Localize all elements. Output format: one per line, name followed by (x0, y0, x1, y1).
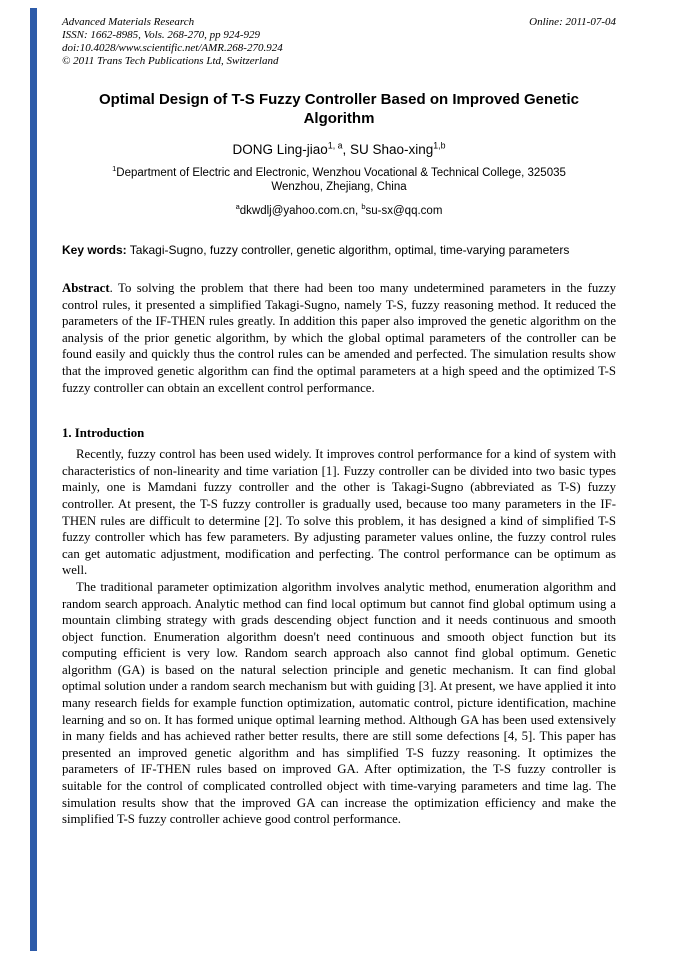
intro-paragraph-2: The traditional parameter optimization algorithm involves analytic method, enumeration algorithm and random search approach. Analytic method can find local optimum but cannot find global optimum using a mountain climbing strategy with grads descending object function and it needs continuous and smooth object function. Enumeration algorithm doesn't need continuous and smooth object function but its computing efficient is very low. Random search approach also cannot find global optimum. Genetic algorithm (GA) is based on the natural selection principle and genetic mechanism. It can find global optimal solution under a random search mechanism but with guiding [3]. At present, we have applied it into many research fields for example function optimization, automatic control, picture identification, machine learning and so on. It has formed unique optimal learning method. Although GA has been used extensively in many fields and has achieved rather better results, there are still some defections [4, 5]. This paper has presented an improved genetic algorithm and has simplified T-S fuzzy reasoning. It optimizes the parameters of IF-THEN rules based on improved GA. After optimization, the T-S fuzzy controller is suitable for the control of complicated controlled object with time-varying parameters and time lag. The simulation results show that the improved GA can increase the optimization efficiency and make the simplified T-S fuzzy controller achieve good control performance. (62, 579, 616, 827)
online-date: Online: 2011-07-04 (529, 16, 616, 28)
author-2-name: SU Shao-xing (349, 142, 434, 157)
copyright-line: © 2011 Trans Tech Publications Ltd, Switzerland (62, 55, 279, 67)
author-2-superscript: 1,b (433, 140, 446, 151)
authors-line (62, 142, 616, 157)
emails-separator: , (354, 205, 362, 217)
page-content (62, 16, 616, 828)
affiliation-text: Department of Electric and Electronic, Wenzhou Vocational & Technical College, 325035 Wenzhou, Zhejiang, China (116, 167, 566, 193)
email-a-superscript: a (235, 202, 240, 212)
emails-line (62, 202, 616, 217)
journal-header-left (62, 16, 283, 68)
section-heading-introduction: 1. Introduction (62, 426, 145, 441)
doi-line: doi:10.4028/www.scientific.net/AMR.268-270.924 (62, 42, 283, 54)
author-1-superscript: 1, a (327, 140, 343, 151)
journal-name: Advanced Materials Research (62, 16, 195, 28)
paper-title: Optimal Design of T-S Fuzzy Controller Based on Improved Genetic Algorithm (98, 91, 580, 127)
author-1-name: DONG Ling-jiao (232, 142, 328, 157)
abstract (62, 280, 616, 396)
keywords-label: Key words: (62, 243, 127, 257)
email-a: dkwdlj@yahoo.com.cn (239, 205, 355, 217)
keywords-line (62, 243, 616, 258)
abstract-text: . To solving the problem that there had been too many undetermined parameters in the fuzzy control rules, it presented a simplified Takagi-Sugno, namely T-S, fuzzy reasoning method. It reduced the parameters of the IF-THEN rules greatly. In addition this paper also improved the genetic algorithm on the analysis of the prior genetic algorithm, by which the global optimal parameters of the controller can be found easily and quickly thus the control rules can be amended and perfected. The simulation results show that the improved genetic algorithm can find the optimal parameters at a high speed and the optimized T-S fuzzy controller can obtain an excellent control performance. (62, 281, 616, 395)
intro-paragraph-1: Recently, fuzzy control has been used widely. It improves control performance for a kind of system with characteristics of non-linearity and time variation [1]. Fuzzy controller can be divided into two basic types mainly, one is Mamdani fuzzy controller and the other is Takagi-Sugno (abbreviated as T-S) fuzzy controller. At present, the T-S fuzzy controller is gradually used, because too many parameters in the IF-THEN rules are difficult to determine [2]. To solve this problem, it has designed a kind of simplified T-S fuzzy controller which has few parameters. By adjusting parameter values online, the fuzzy control rules can get automatic adjustment, modification and perfecting. The control performance can be optimum as well. (62, 447, 616, 578)
issn-line: ISSN: 1662-8985, Vols. 268-270, pp 924-929 (62, 29, 260, 41)
affiliation-superscript: 1 (112, 164, 117, 174)
affiliation (89, 166, 589, 194)
left-accent-bar (30, 8, 37, 951)
journal-header (62, 16, 616, 68)
email-b: su-sx@qq.com (365, 205, 443, 217)
email-b-superscript: b (361, 202, 366, 212)
authors-separator: , (342, 142, 350, 157)
abstract-label: Abstract (62, 281, 110, 295)
keywords-text: Takagi-Sugno, fuzzy controller, genetic algorithm, optimal, time-varying parameters (126, 243, 570, 257)
